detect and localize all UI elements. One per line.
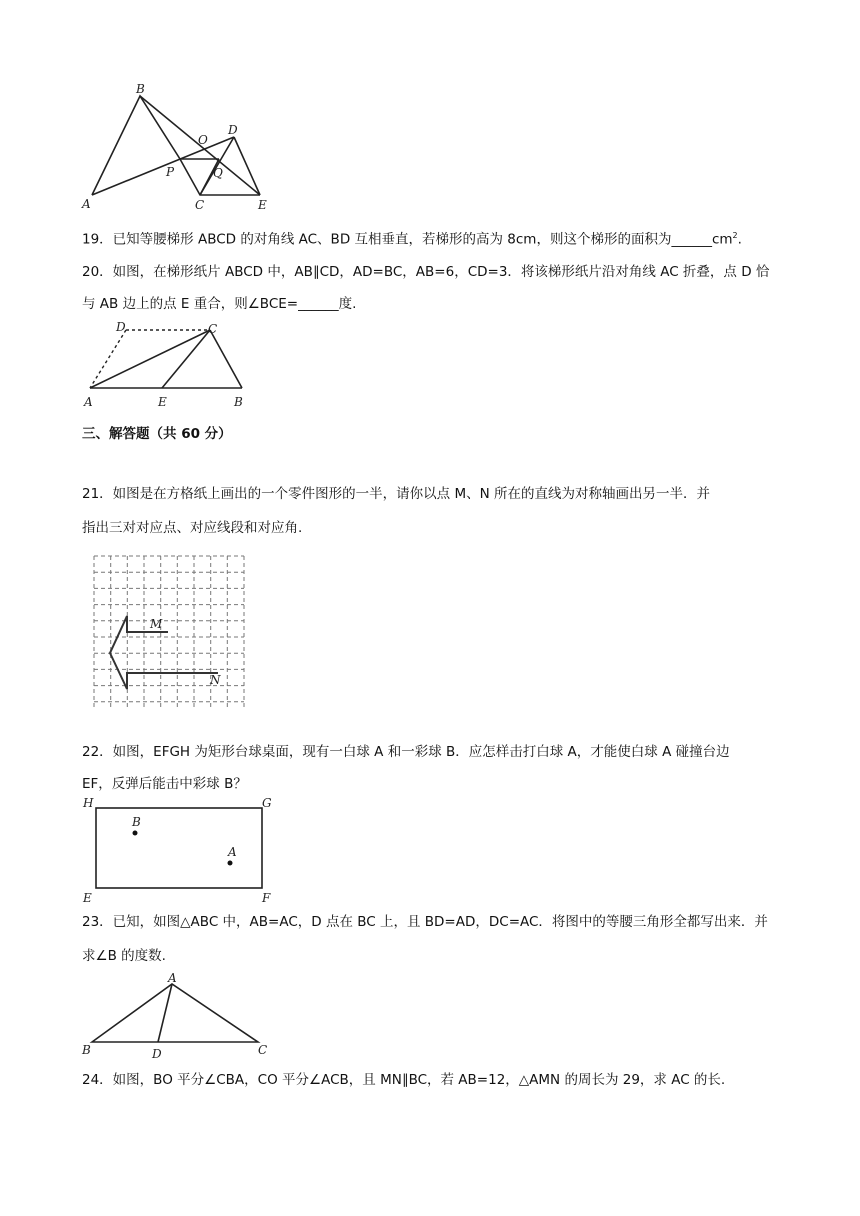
label-b: B (82, 1043, 91, 1057)
label-g: G (262, 796, 272, 810)
question-19 (82, 226, 742, 250)
ball-b (133, 831, 138, 836)
label-h: H (83, 796, 94, 810)
label-d: D (152, 1047, 162, 1061)
answer-blank: ______ (671, 231, 712, 248)
label-a: A (84, 395, 93, 409)
question-23-line-1: 23．已知，如图△ABC 中，AB=AC，D 点在 BC 上，且 BD=AD，DC=AC．将图中的等腰三角形全都写出来．并 (82, 914, 768, 930)
label-a: A (228, 845, 237, 859)
ball-a (228, 861, 233, 866)
figure-billiard-table (82, 794, 282, 904)
question-20-line-2: 与 AB 边上的点 E 重合，则∠BCE=______度. (82, 296, 357, 312)
section-title: 三、解答题（共 60 分） (82, 426, 232, 442)
label-n: N (210, 673, 221, 687)
figure-trapezoid-fold (82, 318, 282, 413)
label-e: E (258, 198, 267, 212)
question-21-line-1: 21．如图是在方格纸上画出的一个零件图形的一半，请你以点 M、N 所在的直线为对称轴画出另一半．并 (82, 486, 711, 502)
label-b: B (234, 395, 243, 409)
label-o: O (198, 133, 208, 147)
label-p: P (166, 165, 175, 179)
label-e: E (158, 395, 167, 409)
question-23-line-2: 求∠B 的度数. (82, 948, 166, 964)
label-q: Q (213, 166, 223, 180)
label-a: A (168, 971, 177, 985)
question-21-line-2: 指出三对对应点、对应线段和对应角. (82, 520, 303, 536)
label-m: M (150, 617, 163, 631)
figure-grid-arrow (88, 550, 248, 716)
label-c: C (258, 1043, 268, 1057)
figure-triangle-abc (82, 972, 282, 1062)
figure-quadrilateral-abcde (82, 82, 282, 212)
label-c: C (195, 198, 205, 212)
label-b: B (136, 82, 145, 96)
question-19-end: . (737, 231, 742, 248)
label-d: D (116, 320, 126, 334)
question-20-line-1: 20．如图，在梯形纸片 ABCD 中，AB∥CD，AD=BC，AB=6，CD=3．将该梯形纸片沿对角线 AC 折叠，点 D 恰 (82, 264, 770, 280)
question-22-line-2: EF，反弹后能击中彩球 B？ (82, 776, 247, 792)
label-e: E (83, 891, 92, 905)
question-22-line-1: 22．如图，EFGH 为矩形台球桌面，现有一白球 A 和一彩球 B．应怎样击打白球 A，才能使白球 A 碰撞台边 (82, 744, 730, 760)
label-c: C (208, 322, 218, 336)
label-b: B (132, 815, 141, 829)
label-d: D (228, 123, 238, 137)
label-f: F (262, 891, 271, 905)
question-19-text: 19．已知等腰梯形 ABCD 的对角线 AC、BD 互相垂直，若梯形的高为 8cm，则这个梯形的面积为 (82, 231, 672, 248)
unit-exponent: 2 (732, 231, 738, 240)
label-a: A (82, 197, 91, 211)
unit-text: cm (711, 231, 733, 248)
question-24-line-1: 24．如图，BO 平分∠CBA，CO 平分∠ACB，且 MN∥BC，若 AB=12，△AMN 的周长为 29，求 AC 的长. (82, 1072, 726, 1088)
